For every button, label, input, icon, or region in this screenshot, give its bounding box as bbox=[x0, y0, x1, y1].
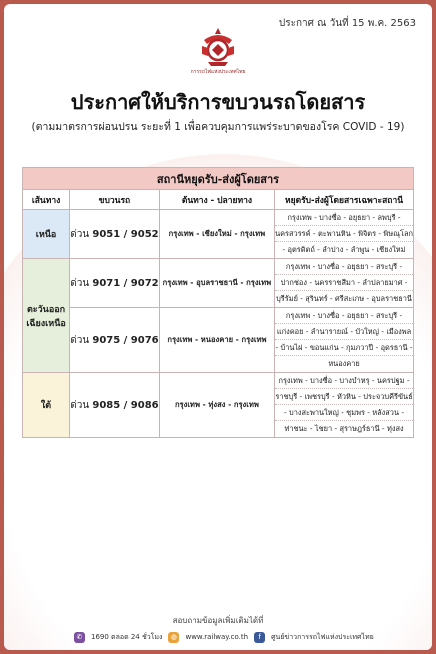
train-stops bbox=[275, 308, 414, 373]
train-prefix: ด่วน bbox=[70, 399, 90, 411]
stop-line: หนองคาย bbox=[328, 359, 360, 368]
table-main-header-row bbox=[23, 168, 414, 190]
footer-phone: 1690 ตลอด 24 ชั่วโมง bbox=[91, 632, 163, 641]
stop-line: บุรีรัมย์ - สุรินทร์ - ศรีสะเกษ - อุบลราชธานี bbox=[276, 294, 412, 303]
column-header-route: เส้นทาง bbox=[23, 190, 70, 210]
globe-icon: ◍ bbox=[168, 632, 179, 643]
table-row bbox=[23, 210, 414, 259]
stop-line: ปากช่อง - นครราชสีมา - ลำปลายมาศ - bbox=[275, 275, 413, 291]
train-stops bbox=[275, 373, 414, 438]
train-number: 9075 / 9076 bbox=[92, 334, 159, 346]
train-terminals: กรุงเทพ - อุบลราชธานี - กรุงเทพ bbox=[159, 259, 274, 308]
stop-line: - บางสะพานใหญ่ - ชุมพร - หลังสวน - bbox=[275, 405, 413, 421]
train-number: 9051 / 9052 bbox=[92, 228, 159, 240]
srt-logo-icon bbox=[198, 26, 238, 70]
train-stops bbox=[275, 210, 414, 259]
stop-line: กรุงเทพ - บางซื่อ - อยุธยา - สระบุรี - bbox=[275, 308, 413, 324]
train-prefix: ด่วน bbox=[70, 228, 90, 240]
route-northeast bbox=[23, 259, 70, 373]
train-schedule-table bbox=[22, 167, 414, 438]
stop-line: - อุตรดิตถ์ - ลำปาง - ลำพูน - เชียงใหม่ bbox=[282, 245, 406, 254]
table-row bbox=[23, 308, 414, 373]
column-header-stops: หยุดรับ-ส่งผู้โดยสารเฉพาะสถานี bbox=[275, 190, 414, 210]
stop-line: - บ้านไผ่ - ขอนแก่น - กุมภวาปี - อุดรธานี - bbox=[275, 340, 413, 356]
train-prefix: ด่วน bbox=[70, 334, 90, 346]
footer-website-link[interactable]: www.railway.co.th bbox=[185, 633, 249, 641]
train-stops bbox=[275, 259, 414, 308]
footer-contact bbox=[74, 630, 374, 644]
page-subtitle: (ตามมาตรการผ่อนปรน ระยะที่ 1 เพื่อควบคุมการแพร่ระบาดของโรค COVID - 19) bbox=[31, 121, 405, 133]
train-terminals: กรุงเทพ - เชียงใหม่ - กรุงเทพ bbox=[159, 210, 274, 259]
logo-text: การรถไฟแห่งประเทศไทย bbox=[190, 69, 246, 75]
stop-line: นครสวรรค์ - ตะพานหิน - พิจิตร - พิษณุโลก bbox=[275, 226, 413, 242]
route-north: เหนือ bbox=[23, 210, 70, 259]
train-number-cell bbox=[70, 308, 160, 373]
table-row bbox=[23, 259, 414, 308]
stop-line: แก่งคอย - ลำนารายณ์ - บัวใหญ่ - เมืองพล bbox=[275, 324, 413, 340]
train-prefix: ด่วน bbox=[70, 277, 90, 289]
table-row bbox=[23, 373, 414, 438]
train-number-cell bbox=[70, 259, 160, 308]
footer-contact-label: สอบถามข้อมูลเพิ่มเติมได้ที่ bbox=[172, 616, 264, 625]
footer-facebook-link[interactable]: ศูนย์ข่าวการรถไฟแห่งประเทศไทย bbox=[271, 632, 374, 641]
page-title: ประกาศให้บริการขบวนรถโดยสาร bbox=[70, 90, 366, 114]
train-number: 9071 / 9072 bbox=[92, 277, 159, 289]
route-northeast-line2: เฉียงเหนือ bbox=[26, 318, 66, 329]
column-header-train: ขบวนรถ bbox=[70, 190, 160, 210]
stop-line: กรุงเทพ - บางซื่อ - อยุธยา - สระบุรี - bbox=[275, 259, 413, 275]
stop-line: ราชบุรี - เพชรบุรี - หัวหิน - ประจวบคีรีขันธ์ bbox=[275, 389, 413, 405]
route-south: ใต้ bbox=[23, 373, 70, 438]
facebook-icon: f bbox=[254, 632, 265, 643]
train-number-cell bbox=[70, 210, 160, 259]
phone-icon: ✆ bbox=[74, 632, 85, 643]
table-main-header: สถานีหยุดรับ-ส่งผู้โดยสาร bbox=[23, 168, 414, 190]
column-header-terminals: ต้นทาง - ปลายทาง bbox=[159, 190, 274, 210]
stop-line: กรุงเทพ - บางซื่อ - บางบำหรุ - นครปฐม - bbox=[275, 373, 413, 389]
announcement-card bbox=[4, 4, 432, 650]
announcement-date: ประกาศ ณ วันที่ 15 พ.ค. 2563 bbox=[278, 18, 416, 29]
train-terminals: กรุงเทพ - หนองคาย - กรุงเทพ bbox=[159, 308, 274, 373]
train-number: 9085 / 9086 bbox=[92, 399, 159, 411]
stop-line: กรุงเทพ - บางซื่อ - อยุธยา - ลพบุรี - bbox=[275, 210, 413, 226]
stop-line: ท่าชนะ - ไชยา - สุราษฎร์ธานี - ทุ่งสง bbox=[284, 424, 404, 433]
train-number-cell bbox=[70, 373, 160, 438]
table-column-header-row bbox=[23, 190, 414, 210]
train-terminals: กรุงเทพ - ทุ่งสง - กรุงเทพ bbox=[159, 373, 274, 438]
route-northeast-line1: ตะวันออก bbox=[26, 304, 66, 315]
